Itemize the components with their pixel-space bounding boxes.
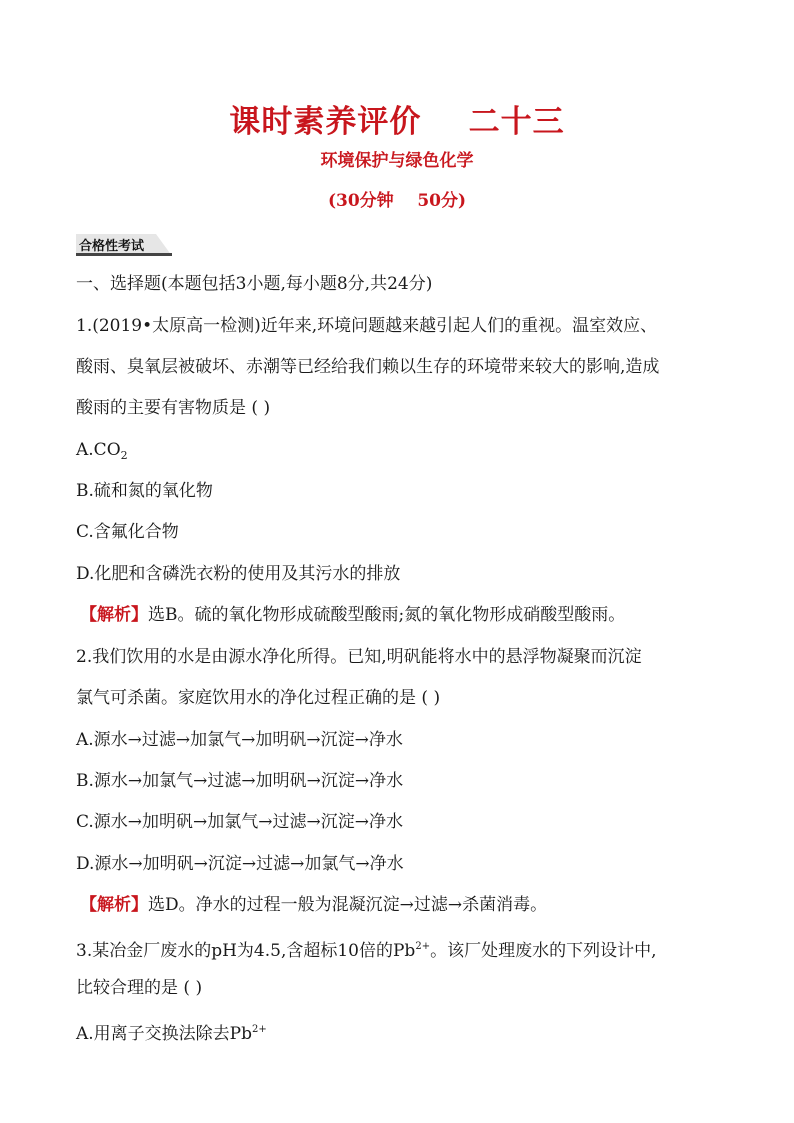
q1-option-b: B.硫和氮的氧化物 bbox=[76, 481, 213, 501]
q1-analysis-text: 选B。硫的氧化物形成硫酸型酸雨;氮的氧化物形成硝酸型酸雨。 bbox=[148, 605, 626, 625]
q2-option-b: B.源水→加氯气→过滤→加明矾→沉淀→净水 bbox=[76, 771, 404, 791]
q3-stem-line-1 bbox=[76, 935, 656, 963]
q1-option-a-subscript: 2 bbox=[120, 449, 128, 462]
section-tab bbox=[76, 234, 172, 256]
q3-stem-text-end: 。该厂处理废水的下列设计中, bbox=[430, 941, 657, 961]
q1-stem-line-3: 酸雨的主要有害物质是 ( ) bbox=[76, 398, 271, 418]
q3-option-a bbox=[76, 1018, 267, 1046]
q1-option-a-text: A.CO bbox=[76, 440, 121, 460]
q2-option-a: A.源水→过滤→加氯气→加明矾→沉淀→净水 bbox=[76, 730, 403, 750]
q2-option-c: C.源水→加明矾→加氯气→过滤→沉淀→净水 bbox=[76, 812, 404, 832]
q3-stem-text: 3.某冶金厂废水的pH为4.5,含超标10倍的Pb bbox=[76, 941, 416, 961]
q1-option-c: C.含氟化合物 bbox=[76, 522, 179, 542]
time-limit: (30分钟 50分) bbox=[327, 191, 467, 211]
section-tab-label: 合格性考试 bbox=[79, 239, 145, 254]
q3-option-a-text: A.用离子交换法除去Pb bbox=[76, 1024, 253, 1044]
page-subtitle: 环境保护与绿色化学 bbox=[320, 151, 474, 171]
q1-option-d: D.化肥和含磷洗衣粉的使用及其污水的排放 bbox=[76, 564, 401, 584]
q2-option-d: D.源水→加明矾→沉淀→过滤→加氯气→净水 bbox=[76, 854, 404, 874]
q3-option-a-superscript: 2+ bbox=[252, 1024, 267, 1035]
q1-analysis bbox=[80, 603, 625, 627]
q2-analysis bbox=[80, 893, 547, 917]
q2-stem-line-1: 2.我们饮用的水是由源水净化所得。已知,明矾能将水中的悬浮物凝聚而沉淀 bbox=[76, 647, 642, 667]
q3-stem-line-2: 比较合理的是 ( ) bbox=[76, 978, 203, 998]
q3-stem-superscript: 2+ bbox=[415, 941, 431, 952]
q2-analysis-tag: 【解析】 bbox=[80, 895, 148, 915]
q1-stem-line-1: 1.(2019•太原高一检测)近年来,环境问题越来越引起人们的重视。温室效应、 bbox=[76, 316, 658, 336]
q1-option-a bbox=[76, 438, 128, 468]
section-heading: 一、选择题(本题包括3小题,每小题8分,共24分) bbox=[76, 274, 433, 294]
q1-analysis-tag: 【解析】 bbox=[80, 605, 148, 625]
q1-stem-line-2: 酸雨、臭氧层被破坏、赤潮等已经给我们赖以生存的环境带来较大的影响,造成 bbox=[76, 357, 660, 377]
q2-analysis-text: 选D。净水的过程一般为混凝沉淀→过滤→杀菌消毒。 bbox=[148, 895, 548, 915]
q2-stem-line-2: 氯气可杀菌。家庭饮用水的净化过程正确的是 ( ) bbox=[76, 688, 441, 708]
page-title: 课时素养评价 二十三 bbox=[229, 104, 565, 140]
